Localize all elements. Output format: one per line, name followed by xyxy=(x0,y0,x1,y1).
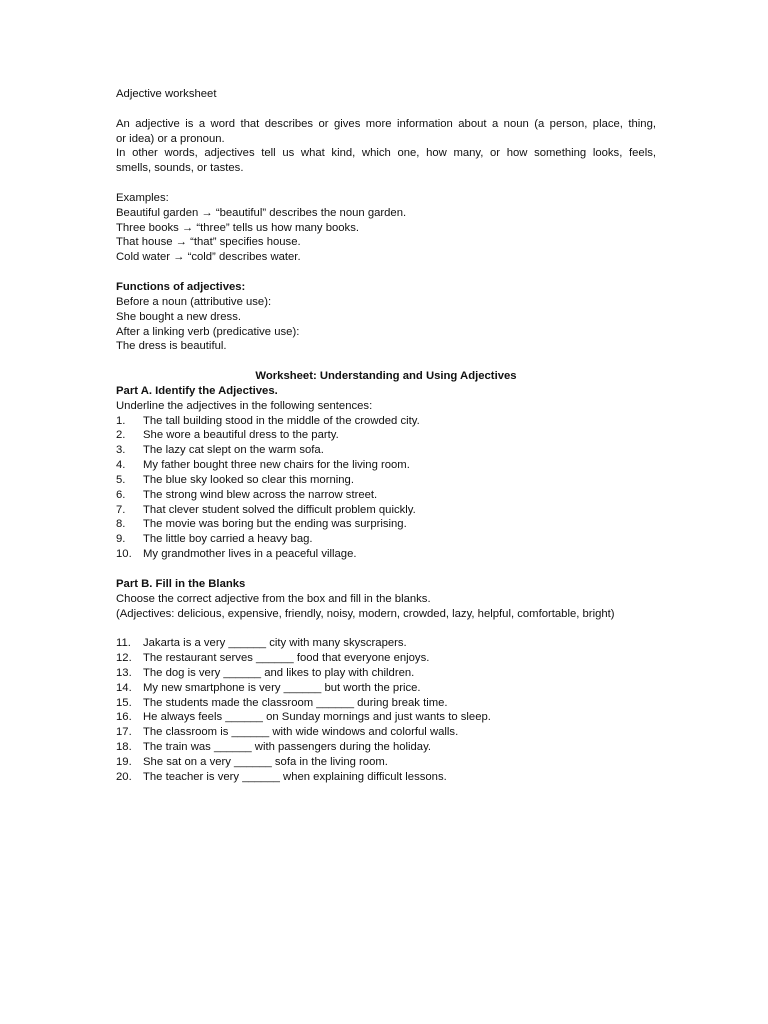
example-line: Cold water → “cold” describes water. xyxy=(116,251,301,264)
list-item xyxy=(116,428,656,443)
list-item xyxy=(116,488,656,503)
worksheet-page xyxy=(116,87,656,785)
item-number: 6. xyxy=(116,488,126,501)
adjective-word-box: (Adjectives: delicious, expensive, friendly, noisy, modern, crowded, lazy, helpful, comfortable, bright) xyxy=(116,607,615,620)
examples-section xyxy=(116,191,656,265)
list-item xyxy=(116,710,656,725)
intro-line: In other words, adjectives tell us what kind, which one, how many, or how something looks, feels, xyxy=(116,147,656,160)
item-number: 16. xyxy=(116,711,132,724)
function-line: The dress is beautiful. xyxy=(116,340,227,353)
item-number: 10. xyxy=(116,548,132,561)
item-text: She wore a beautiful dress to the party. xyxy=(143,429,339,442)
spacer xyxy=(116,176,656,191)
part-a-section xyxy=(116,384,656,562)
intro-line: or idea) or a pronoun. xyxy=(116,132,225,145)
list-item xyxy=(116,532,656,547)
item-number: 4. xyxy=(116,459,126,472)
example-line: Three books → “three” tells us how many books. xyxy=(116,221,359,234)
item-text: The tall building stood in the middle of the crowded city. xyxy=(143,414,420,427)
item-number: 15. xyxy=(116,696,132,709)
list-item xyxy=(116,725,656,740)
item-text: The blue sky looked so clear this morning. xyxy=(143,473,354,486)
item-text: The lazy cat slept on the warm sofa. xyxy=(143,444,324,457)
item-text: The restaurant serves ______ food that everyone enjoys. xyxy=(143,652,430,665)
list-item xyxy=(116,458,656,473)
list-item xyxy=(116,681,656,696)
list-item xyxy=(116,651,656,666)
list-item xyxy=(116,473,656,488)
item-text: The train was ______ with passengers during the holiday. xyxy=(143,741,432,754)
item-text: The dog is very ______ and likes to play with children. xyxy=(143,666,415,679)
item-text: The students made the classroom ______ during break time. xyxy=(143,696,448,709)
item-number: 11. xyxy=(116,637,131,650)
part-b-heading: Part B. Fill in the Blanks xyxy=(116,577,246,590)
list-item xyxy=(116,770,656,785)
item-number: 17. xyxy=(116,726,132,739)
function-line: After a linking verb (predicative use): xyxy=(116,325,300,338)
item-number: 13. xyxy=(116,666,132,679)
intro-line: smells, sounds, or tastes. xyxy=(116,162,244,175)
list-item xyxy=(116,547,656,562)
part-a-list xyxy=(116,414,656,562)
list-item xyxy=(116,517,656,532)
functions-section xyxy=(116,280,656,354)
item-text: My father bought three new chairs for the living room. xyxy=(143,459,410,472)
item-number: 1. xyxy=(116,414,126,427)
list-item xyxy=(116,503,656,518)
item-number: 7. xyxy=(116,503,126,516)
item-number: 18. xyxy=(116,741,132,754)
part-b-list xyxy=(116,636,656,784)
list-item xyxy=(116,696,656,711)
spacer xyxy=(116,102,656,117)
item-text: The little boy carried a heavy bag. xyxy=(143,533,313,546)
item-number: 9. xyxy=(116,533,126,546)
list-item xyxy=(116,414,656,429)
item-number: 2. xyxy=(116,429,126,442)
intro-line: An adjective is a word that describes or gives more information about a noun (a person, place, thing, xyxy=(116,117,656,130)
item-text: The classroom is ______ with wide windows and colorful walls. xyxy=(143,726,459,739)
spacer xyxy=(116,265,656,280)
spacer xyxy=(116,562,656,577)
item-text: The strong wind blew across the narrow street. xyxy=(143,488,378,501)
functions-heading: Functions of adjectives: xyxy=(116,280,246,293)
item-number: 19. xyxy=(116,755,132,768)
item-text: My new smartphone is very ______ but worth the price. xyxy=(143,681,421,694)
intro-paragraph xyxy=(116,117,656,176)
list-item xyxy=(116,740,656,755)
list-item xyxy=(116,443,656,458)
list-item xyxy=(116,755,656,770)
part-b-section xyxy=(116,577,656,785)
item-text: My grandmother lives in a peaceful village. xyxy=(143,548,357,561)
item-text: Jakarta is a very ______ city with many skyscrapers. xyxy=(143,637,407,650)
item-number: 3. xyxy=(116,444,126,457)
function-line: Before a noun (attributive use): xyxy=(116,295,272,308)
item-number: 5. xyxy=(116,473,126,486)
list-item xyxy=(116,636,656,651)
spacer xyxy=(116,621,656,636)
item-number: 20. xyxy=(116,770,132,783)
item-text: That clever student solved the difficult problem quickly. xyxy=(143,503,416,516)
item-text: He always feels ______ on Sunday mornings and just wants to sleep. xyxy=(143,711,491,724)
spacer xyxy=(116,354,656,369)
item-number: 12. xyxy=(116,652,132,665)
part-a-instruction: Underline the adjectives in the following sentences: xyxy=(116,399,373,412)
item-text: The teacher is very ______ when explaining difficult lessons. xyxy=(143,770,447,783)
example-line: That house → “that” specifies house. xyxy=(116,236,301,249)
part-b-instruction: Choose the correct adjective from the box and fill in the blanks. xyxy=(116,592,431,605)
item-number: 8. xyxy=(116,518,126,531)
function-line: She bought a new dress. xyxy=(116,310,241,323)
example-line: Beautiful garden → “beautiful” describes the noun garden. xyxy=(116,206,407,219)
item-text: The movie was boring but the ending was surprising. xyxy=(143,518,407,531)
examples-heading: Examples: xyxy=(116,191,169,204)
part-a-heading: Part A. Identify the Adjectives. xyxy=(116,384,278,397)
item-number: 14. xyxy=(116,681,132,694)
document-title: Adjective worksheet xyxy=(116,88,217,100)
item-text: She sat on a very ______ sofa in the living room. xyxy=(143,755,388,768)
list-item xyxy=(116,666,656,681)
worksheet-title: Worksheet: Understanding and Using Adjectives xyxy=(255,370,517,383)
